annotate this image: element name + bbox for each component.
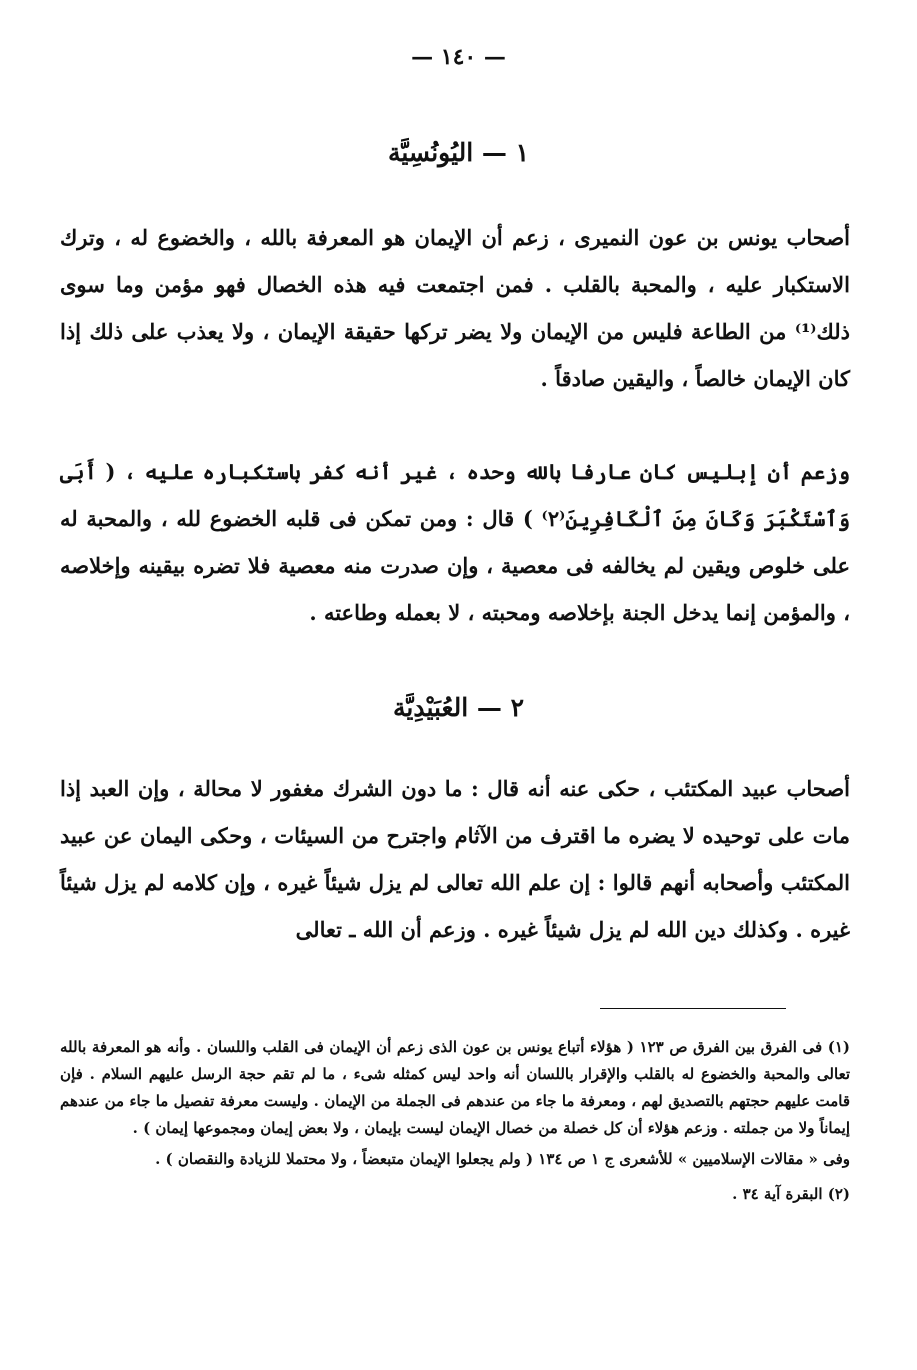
paragraph-ubaydiyya-1: أصحاب عبيد المكتئب ، حكى عنه أنه قال : ما دون الشرك مغفور لا محالة ، وإن العبد إذا مات على توحيده لا يضره ما اقترف من الآثام واجترح من السيئات ، وحكى اليمان عن عبيد المكتئب وأصحابه أنهم قالوا : إن علم الله تعالى لم يزل شيئاً غيره ، وإن كلامه لم يزل شيئاً غيره . وكذلك دين الله لم يزل شيئاً غيره . وزعم أن الله ـ تعالى [60,776,850,942]
paragraph-yunusiyya-2: وزعم أن إبليس كان عارفا بالله وحده ، غير أنه كفر باستكباره عليه ، ( أَبَى وَٱسْتَكْبَرَ وَكَانَ مِنَ ٱلْكَافِرِينَ⁽٢⁾ ) قال : ومن تمكن فى قلبه الخضوع لله ، والمحبة له على خلوص ويقين لم يخالفه فى معصية ، وإن صدرت منه معصية فلا تضره بيقينه وإخلاصه ، والمؤمن إنما يدخل الجنة بإخلاصه ومحبته ، لا بعمله وطاعته . [60,459,851,625]
page-number: — ١٤٠ — [411,44,506,70]
section-title-yunusiyya: ١ — اليُونُسِيَّة [387,138,530,167]
footnote-2: (٢) البقرة آية ٣٤ . [732,1185,850,1203]
footnote-divider [600,1008,786,1009]
paragraph-yunusiyya-1: أصحاب يونس بن عون النميرى ، زعم أن الإيمان هو المعرفة بالله ، والخضوع له ، وترك الاستكبار عليه ، والمحبة بالقلب . فمن اجتمعت فيه هذه الخصال فهو مؤمن وما سوى ذلك⁽¹⁾ من الطاعة فليس من الإيمان ولا يضر تركها حقيقة الإيمان ، ولا يعذب على ذلك إذا كان الإيمان خالصاً ، واليقين صادقاً . [60,225,850,391]
footnote-1-continuation: وفى « مقالات الإسلاميين » للأشعرى ج ١ ص ١٣٤ ( ولم يجعلوا الإيمان متبعضاً ، ولا محتملا للزيادة والنقصان ) . [155,1150,850,1168]
footnotes [60,1034,850,1208]
section-title-ubaydiyya: ٢ — العُبَيْدِيَّة [392,693,525,722]
footnote-1: (١) فى الفرق بين الفرق ص ١٢٣ ( هؤلاء أتباع يونس بن عون الذى زعم أن الإيمان فى القلب واللسان . وأنه هو المعرفة بالله تعالى والمحبة والخضوع له بالقلب والإقرار باللسان أنه واحد ليس كمثله شىء ، ما لم تقم حجة الرسل عليهم السلام . فإن قامت عليهم حجتهم بالتصديق لهم ، ومعرفة ما جاء من عندهم فى الجملة من الإيمان . وليست معرفة تفصيل ما جاء من عندهم إيماناً ولا من جملته . وزعم هؤلاء أن كل خصلة من خصال الإيمان ليست بإيمان ، ولا بعض إيمان ومجموعها إيمان ) . [60,1038,850,1137]
